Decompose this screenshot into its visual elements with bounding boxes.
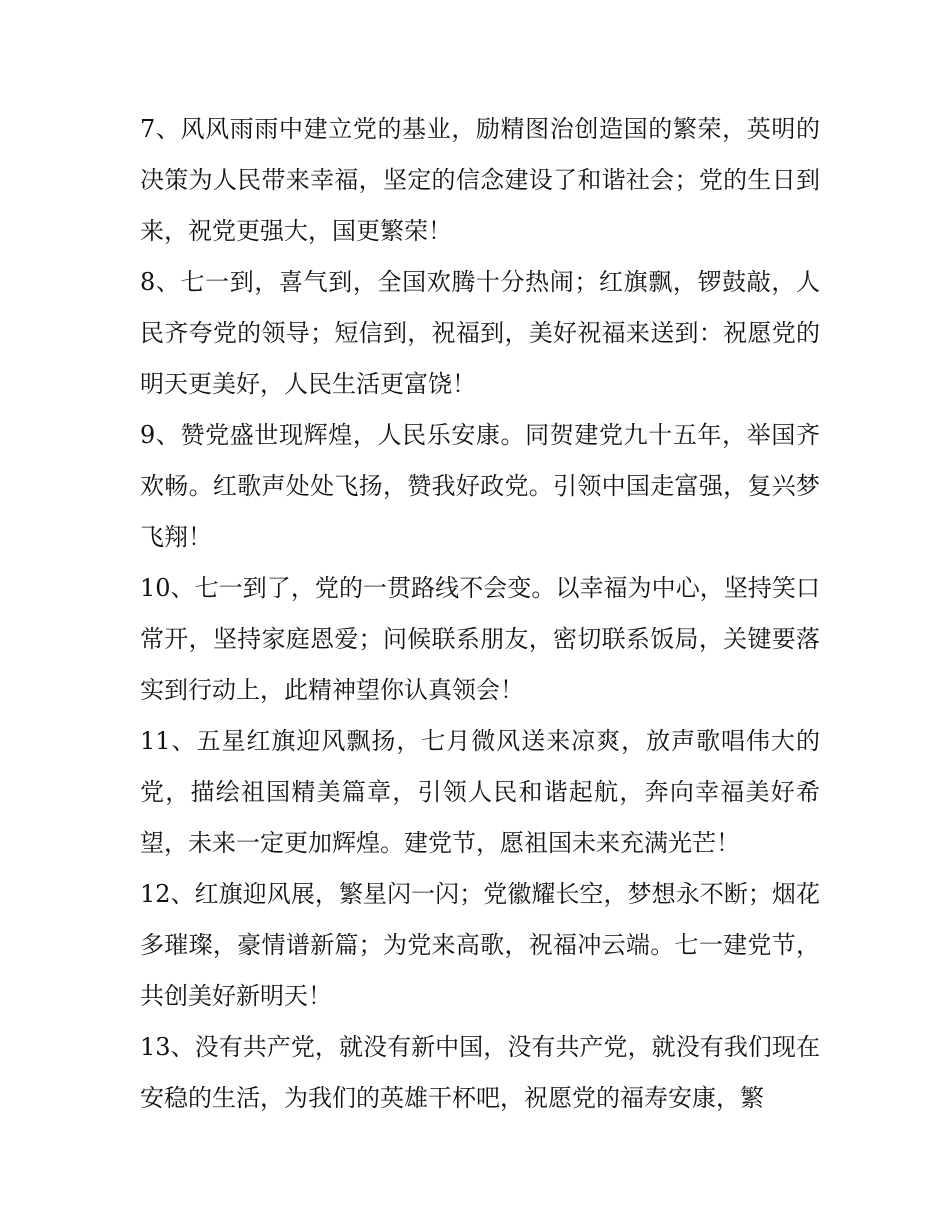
paragraph-8: 8、七一到，喜气到，全国欢腾十分热闹；红旗飘，锣鼓敲，人民齐夸党的领导；短信到，祝福到，美好祝福来送到：祝愿党的明天更美好，人民生活更富饶！ bbox=[140, 268, 820, 398]
paragraph-13: 13、没有共产党，就没有新中国，没有共产党，就没有我们现在安稳的生活，为我们的英雄干杯吧，祝愿党的福寿安康，繁 bbox=[140, 1033, 820, 1112]
paragraph-11: 11、五星红旗迎风飘扬，七月微风送来凉爽，放声歌唱伟大的党，描绘祖国精美篇章，引领人民和谐起航，奔向幸福美好希望，未来一定更加辉煌。建党节，愿祖国未来充满光芒！ bbox=[140, 727, 820, 857]
paragraph-7: 7、风风雨雨中建立党的基业，励精图治创造国的繁荣，英明的决策为人民带来幸福，坚定的信念建设了和谐社会；党的生日到来，祝党更强大，国更繁荣！ bbox=[140, 115, 820, 245]
paragraph-9: 9、赞党盛世现辉煌，人民乐安康。同贺建党九十五年，举国齐欢畅。红歌声处处飞扬，赞我好政党。引领中国走富强，复兴梦飞翔！ bbox=[140, 421, 820, 551]
paragraph-12: 12、红旗迎风展，繁星闪一闪；党徽耀长空，梦想永不断；烟花多璀璨，豪情谱新篇；为党来高歌，祝福冲云端。七一建党节，共创美好新明天！ bbox=[140, 880, 820, 1010]
paragraph-10: 10、七一到了，党的一贯路线不会变。以幸福为中心，坚持笑口常开，坚持家庭恩爱；问候联系朋友，密切联系饭局，关键要落实到行动上，此精神望你认真领会！ bbox=[140, 574, 820, 704]
document-body bbox=[140, 104, 820, 1124]
